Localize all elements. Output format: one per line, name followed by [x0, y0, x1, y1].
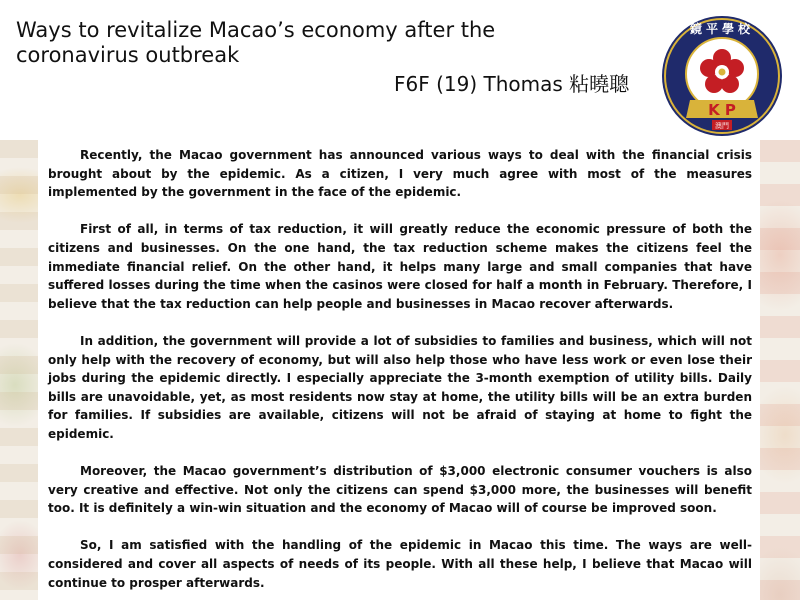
slide-title: Ways to revitalize Macao’s economy after the coronavirus outbreak	[16, 18, 496, 67]
author-name: F6F (19) Thomas 粘曉聰	[394, 72, 630, 96]
school-logo	[660, 14, 784, 138]
essay-paragraph-2: First of all, in terms of tax reduction, it will greatly reduce the economic pressure of both the citizens and businesses. On the one hand, the tax reduction scheme makes the citizens feel the immediate financial relief. On the other hand, it helps many large and small companies that have suffered losses during the time when the casinos were closed for half a month in February. Therefore, I believe that the tax reduction can help people and businesses in Macao recover afterwards.	[48, 222, 752, 311]
background-decoration-right	[760, 140, 800, 600]
logo-top-text: 鏡平學校	[689, 22, 755, 36]
logo-bottom-text: 澳門	[715, 122, 729, 130]
essay-paragraph-5: So, I am satisfied with the handling of the epidemic in Macao this time. The ways are well-considered and cover all aspects of needs of its people. With all these help, I believe that Macao will continue to prosper afterwards.	[48, 538, 752, 590]
background-decoration-left	[0, 140, 40, 600]
essay-body	[38, 140, 760, 600]
essay-paragraph-3: In addition, the government will provide a lot of subsidies to families and business, which will not only help with the recovery of economy, but will also help those who have less work or even lose their jobs during the epidemic directly. I especially appreciate the 3-month exemption of utility bills. Daily bills are unavoidable, yet, as most residents now stay at home, the utility bills will be an extra burden for families. If subsidies are available, citizens will not be afraid of staying at home to fight the epidemic.	[48, 333, 752, 441]
essay-paragraph-1: Recently, the Macao government has announced various ways to deal with the financial crisis brought about by the epidemic. As a citizen, I very much agree with most of the measures implemented by the government in the face of the epidemic.	[48, 148, 752, 200]
logo-letters: K P	[708, 101, 736, 119]
slide-header	[0, 0, 800, 140]
essay-paragraph-4: Moreover, the Macao government’s distribution of $3,000 electronic consumer vouchers is also very creative and effective. Not only the citizens can spend $3,000 more, the businesses will benefit too. It is definitely a win-win situation and the economy of Macao will of course be improved soon.	[48, 464, 752, 516]
